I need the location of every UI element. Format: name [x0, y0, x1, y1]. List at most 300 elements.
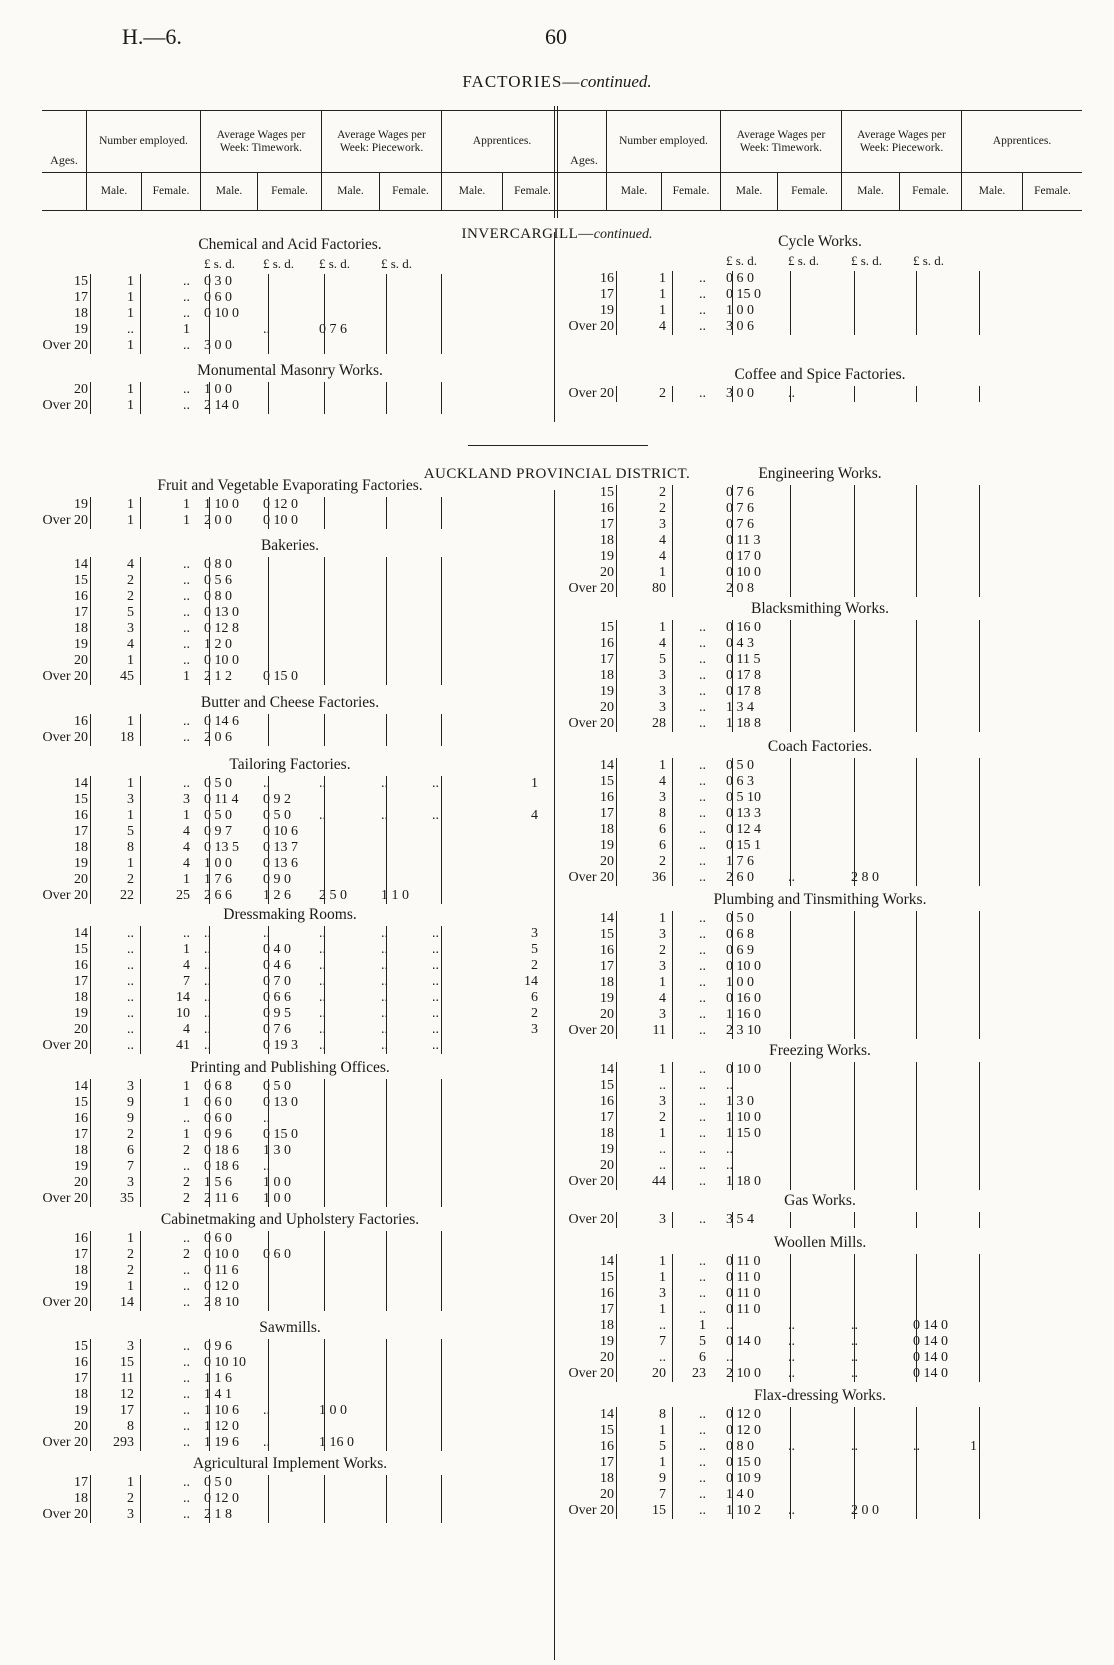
- female-count-cell: ..: [699, 975, 706, 990]
- female-count-cell: 1: [183, 322, 190, 337]
- age-cell: 15: [600, 1078, 614, 1093]
- section-title-sawmills: Sawmills.: [259, 1319, 321, 1336]
- table-row: [0, 684, 1114, 700]
- column-rule: [616, 1062, 617, 1190]
- age-cell: Over 20: [568, 581, 614, 596]
- timework-male-cell: 1 10 2: [726, 1503, 761, 1518]
- age-cell: 16: [600, 271, 614, 286]
- piecework-female-cell: 1 1 0: [381, 888, 409, 903]
- title-continued: continued.: [580, 72, 652, 91]
- column-rule: [672, 758, 673, 886]
- female-count-cell: ..: [183, 1295, 190, 1310]
- female-count-cell: ..: [699, 774, 706, 789]
- piecework-male-cell: 2 8 0: [851, 870, 879, 885]
- piecework-male-cell: ..: [851, 1350, 858, 1365]
- age-cell: 16: [600, 790, 614, 805]
- left-header-row-groups: [42, 110, 562, 172]
- age-cell: 16: [74, 1231, 88, 1246]
- timework-male-cell: 0 9 6: [204, 1339, 232, 1354]
- table-row: [0, 991, 1114, 1007]
- male-count-cell: 3: [127, 1079, 134, 1094]
- male-count-cell: 6: [127, 1143, 134, 1158]
- male-count-cell: ..: [127, 322, 134, 337]
- timework-male-cell: 0 13 5: [204, 840, 239, 855]
- column-rule: [732, 620, 733, 732]
- female-count-cell: ..: [699, 1487, 706, 1502]
- timework-male-cell: ..: [204, 990, 211, 1005]
- age-cell: 20: [74, 653, 88, 668]
- male-count-cell: ..: [127, 1022, 134, 1037]
- timework-female-cell: ..: [263, 1111, 270, 1126]
- age-cell: 19: [600, 1142, 614, 1157]
- age-cell: Over 20: [42, 1191, 88, 1206]
- female-count-cell: ..: [183, 557, 190, 572]
- female-count-cell: ..: [699, 959, 706, 974]
- timework-male-cell: 0 12 0: [726, 1407, 761, 1422]
- female-count-cell: 14: [176, 990, 190, 1005]
- female-count-cell: ..: [699, 1455, 706, 1470]
- male-count-cell: 1: [659, 1270, 666, 1285]
- timework-female-cell: ..: [788, 870, 795, 885]
- timework-male-cell: 0 15 0: [726, 1455, 761, 1470]
- age-cell: 20: [74, 382, 88, 397]
- column-rule: [790, 758, 791, 886]
- female-count-cell: ..: [183, 730, 190, 745]
- timework-male-cell: 3 0 0: [726, 386, 754, 401]
- timework-female-cell: ..: [263, 926, 270, 941]
- table-row: [0, 1174, 1114, 1190]
- section-title-freezing: Freezing Works.: [769, 1042, 871, 1059]
- piecework-female-cell: ..: [381, 942, 388, 957]
- timework-male-cell: 1 19 6: [204, 1435, 239, 1450]
- column-rule: [916, 1254, 917, 1382]
- male-count-cell: 1: [659, 975, 666, 990]
- age-cell: 18: [74, 840, 88, 855]
- table-row: [0, 1078, 1114, 1094]
- timework-male-cell: 0 11 0: [726, 1302, 761, 1317]
- timework-female-cell: 0 13 0: [263, 1095, 298, 1110]
- male-count-cell: ..: [127, 926, 134, 941]
- timework-female-cell: 0 15 0: [263, 669, 298, 684]
- timework-male-cell: 0 7 6: [726, 501, 754, 516]
- female-count-cell: ..: [699, 1270, 706, 1285]
- piecework-male-cell: ..: [319, 974, 326, 989]
- table-row: [0, 959, 1114, 975]
- timework-male-cell: 0 5 0: [204, 1475, 232, 1490]
- left-male-header: Male.: [86, 173, 141, 210]
- table-row: [0, 652, 1114, 668]
- female-count-cell: 41: [176, 1038, 190, 1053]
- female-count-cell: ..: [183, 605, 190, 620]
- column-rule: [616, 1254, 617, 1382]
- age-cell: 16: [74, 714, 88, 729]
- female-count-cell: 2: [183, 1143, 190, 1158]
- table-row: [0, 927, 1114, 943]
- age-cell: Over 20: [568, 1174, 614, 1189]
- column-rule: [854, 911, 855, 1039]
- male-count-cell: 1: [127, 382, 134, 397]
- male-count-cell: 2: [127, 573, 134, 588]
- male-count-cell: 5: [127, 824, 134, 839]
- female-count-cell: ..: [699, 822, 706, 837]
- currency-unit-label: £ s. d.: [263, 256, 295, 271]
- timework-male-cell: 0 5 0: [204, 776, 232, 791]
- column-rule: [790, 386, 791, 402]
- female-count-cell: ..: [183, 1339, 190, 1354]
- table-row: [0, 1423, 1114, 1439]
- timework-female-cell: 0 4 6: [263, 958, 291, 973]
- age-cell: 18: [74, 1491, 88, 1506]
- age-cell: 18: [74, 990, 88, 1005]
- timework-male-cell: 3 5 4: [726, 1212, 754, 1227]
- left-female-header: Female.: [141, 173, 200, 210]
- timework-male-cell: 0 6 0: [204, 290, 232, 305]
- male-count-cell: 1: [659, 1126, 666, 1141]
- column-rule: [916, 1062, 917, 1190]
- male-count-cell: 4: [659, 533, 666, 548]
- female-count-cell: ..: [699, 790, 706, 805]
- male-count-cell: 1: [659, 287, 666, 302]
- timework-male-cell: 1 10 0: [726, 1110, 761, 1125]
- table-row: [0, 1366, 1114, 1382]
- column-rule: [790, 271, 791, 335]
- column-rule: [616, 485, 617, 597]
- female-count-cell: 4: [183, 856, 190, 871]
- apprentice-female-cell: 14: [524, 974, 538, 989]
- left-header-row-sex: [42, 172, 562, 211]
- table-row: [0, 1212, 1114, 1228]
- piecework-male-cell: ..: [319, 990, 326, 1005]
- age-cell: 19: [74, 637, 88, 652]
- female-count-cell: ..: [183, 398, 190, 413]
- age-cell: 15: [74, 792, 88, 807]
- age-cell: 16: [600, 1286, 614, 1301]
- female-count-cell: 10: [176, 1006, 190, 1021]
- center-divider: [554, 106, 558, 218]
- table-row: [0, 1318, 1114, 1334]
- female-count-cell: ..: [699, 1142, 706, 1157]
- male-count-cell: 1: [127, 398, 134, 413]
- apprentice-male-cell: ..: [432, 942, 439, 957]
- age-cell: 19: [74, 1159, 88, 1174]
- female-count-cell: ..: [699, 319, 706, 334]
- apprentice-female-cell: 3: [531, 926, 538, 941]
- timework-male-cell: 0 18 6: [204, 1159, 239, 1174]
- timework-male-cell: 1 16 0: [726, 1007, 761, 1022]
- section-title-fruit: Fruit and Vegetable Evaporating Factories.: [157, 477, 423, 494]
- column-rule: [979, 271, 980, 335]
- male-count-cell: 3: [659, 668, 666, 683]
- female-count-cell: 4: [183, 958, 190, 973]
- timework-male-cell: 2 3 10: [726, 1023, 761, 1038]
- male-count-cell: 2: [659, 485, 666, 500]
- timework-male-cell: 0 6 0: [204, 1095, 232, 1110]
- male-count-cell: 80: [652, 581, 666, 596]
- female-count-cell: 6: [699, 1350, 706, 1365]
- timework-male-cell: 2 0 8: [726, 581, 754, 596]
- column-rule: [732, 758, 733, 886]
- table-row: [0, 1110, 1114, 1126]
- male-count-cell: 2: [127, 1491, 134, 1506]
- timework-male-cell: ..: [204, 1006, 211, 1021]
- column-header-right: [562, 106, 1082, 218]
- female-count-cell: ..: [699, 652, 706, 667]
- female-count-cell: ..: [699, 1023, 706, 1038]
- piecework-male-cell: ..: [319, 926, 326, 941]
- age-cell: Over 20: [42, 1507, 88, 1522]
- column-rule: [979, 620, 980, 732]
- female-count-cell: ..: [183, 382, 190, 397]
- male-count-cell: ..: [127, 990, 134, 1005]
- female-count-cell: ..: [699, 1423, 706, 1438]
- timework-female-cell: 0 10 0: [263, 513, 298, 528]
- age-cell: Over 20: [42, 1038, 88, 1053]
- age-cell: 15: [74, 1339, 88, 1354]
- female-count-cell: ..: [699, 716, 706, 731]
- male-count-cell: 2: [127, 1263, 134, 1278]
- male-count-cell: 7: [127, 1159, 134, 1174]
- male-count-cell: 1: [659, 620, 666, 635]
- female-count-cell: ..: [699, 758, 706, 773]
- female-count-cell: ..: [183, 1231, 190, 1246]
- right-female-header: Female.: [1022, 173, 1082, 210]
- male-count-cell: ..: [659, 1158, 666, 1173]
- column-rule: [672, 1212, 673, 1228]
- column-rule: [916, 271, 917, 335]
- timework-female-cell: ..: [788, 1503, 795, 1518]
- timework-male-cell: 2 6 0: [726, 870, 754, 885]
- female-count-cell: ..: [183, 714, 190, 729]
- age-cell: 17: [74, 974, 88, 989]
- female-count-cell: ..: [699, 870, 706, 885]
- timework-male-cell: 0 17 0: [726, 549, 761, 564]
- female-count-cell: ..: [183, 1111, 190, 1126]
- section-title-cycle: Cycle Works.: [778, 233, 862, 250]
- column-rule: [672, 1407, 673, 1519]
- female-count-cell: ..: [183, 306, 190, 321]
- piecework-female-cell: ..: [381, 974, 388, 989]
- table-row: [0, 1487, 1114, 1503]
- currency-unit-label: £ s. d.: [381, 256, 413, 271]
- column-rule: [916, 485, 917, 597]
- timework-male-cell: 1 3 0: [726, 1094, 754, 1109]
- table-row: [0, 517, 1114, 533]
- female-count-cell: 1: [183, 669, 190, 684]
- age-cell: 18: [600, 1126, 614, 1141]
- timework-male-cell: 0 5 6: [204, 573, 232, 588]
- timework-female-cell: ..: [788, 1318, 795, 1333]
- region-invercargill-name: INVERCARGILL—: [461, 226, 594, 242]
- age-cell: 14: [600, 1254, 614, 1269]
- male-count-cell: 3: [659, 700, 666, 715]
- female-count-cell: ..: [183, 1263, 190, 1278]
- timework-male-cell: 0 7 6: [726, 517, 754, 532]
- column-rule: [916, 386, 917, 402]
- page-number: 60: [545, 24, 567, 49]
- table-row: [0, 1334, 1114, 1350]
- timework-female-cell: 0 5 0: [263, 1079, 291, 1094]
- male-count-cell: 3: [659, 684, 666, 699]
- timework-male-cell: 2 10 0: [726, 1366, 761, 1381]
- female-count-cell: ..: [699, 806, 706, 821]
- female-count-cell: ..: [183, 1507, 190, 1522]
- female-count-cell: ..: [183, 653, 190, 668]
- timework-male-cell: 1 10 0: [204, 497, 239, 512]
- female-count-cell: 1: [699, 1318, 706, 1333]
- male-count-cell: 17: [120, 1403, 134, 1418]
- column-rule: [979, 1062, 980, 1190]
- right-apprentices-header: Apprentices.: [961, 111, 1082, 172]
- table-row: [0, 1302, 1114, 1318]
- male-count-cell: 22: [120, 888, 134, 903]
- age-cell: 18: [74, 1263, 88, 1278]
- age-cell: 19: [600, 838, 614, 853]
- male-count-cell: 36: [652, 870, 666, 885]
- male-count-cell: 1: [127, 1231, 134, 1246]
- male-count-cell: 1: [127, 513, 134, 528]
- age-cell: 17: [74, 824, 88, 839]
- age-cell: 15: [600, 927, 614, 942]
- table-row: [0, 758, 1114, 774]
- apprentice-female-cell: 6: [531, 990, 538, 1005]
- age-cell: 18: [600, 822, 614, 837]
- age-cell: 14: [74, 776, 88, 791]
- column-rule: [790, 1254, 791, 1382]
- timework-male-cell: 0 9 7: [204, 824, 232, 839]
- female-count-cell: 3: [183, 792, 190, 807]
- age-cell: 19: [74, 856, 88, 871]
- female-count-cell: ..: [699, 991, 706, 1006]
- male-count-cell: 14: [120, 1295, 134, 1310]
- female-count-cell: ..: [699, 838, 706, 853]
- table-row: [0, 319, 1114, 335]
- timework-male-cell: 0 18 6: [204, 1143, 239, 1158]
- age-cell: Over 20: [568, 1366, 614, 1381]
- section-title-tailoring: Tailoring Factories.: [229, 756, 351, 773]
- male-count-cell: 7: [659, 1334, 666, 1349]
- age-cell: Over 20: [568, 870, 614, 885]
- table-row: [0, 303, 1114, 319]
- column-rule: [732, 1254, 733, 1382]
- apprentice-male-cell: ..: [432, 1006, 439, 1021]
- timework-male-cell: 1 0 0: [204, 856, 232, 871]
- male-count-cell: 1: [127, 274, 134, 289]
- age-cell: 17: [600, 1455, 614, 1470]
- female-count-cell: ..: [699, 287, 706, 302]
- female-count-cell: ..: [183, 637, 190, 652]
- timework-female-cell: 0 7 6: [263, 1022, 291, 1037]
- male-count-cell: 1: [127, 497, 134, 512]
- female-count-cell: 1: [183, 1079, 190, 1094]
- age-cell: 19: [74, 1403, 88, 1418]
- table-row: [0, 287, 1114, 303]
- female-count-cell: 2: [183, 1247, 190, 1262]
- piecework-male-cell: 2 5 0: [319, 888, 347, 903]
- male-count-cell: 3: [127, 1507, 134, 1522]
- female-count-cell: ..: [699, 911, 706, 926]
- female-count-cell: ..: [183, 1371, 190, 1386]
- male-count-cell: ..: [659, 1318, 666, 1333]
- column-rule: [854, 1062, 855, 1190]
- left-number-employed-header: Number employed.: [86, 111, 200, 172]
- male-count-cell: 1: [659, 1254, 666, 1269]
- male-count-cell: ..: [127, 958, 134, 973]
- piecework-male-cell: 1 16 0: [319, 1435, 354, 1450]
- column-rule: [672, 1254, 673, 1382]
- left-male-header: Male.: [321, 173, 379, 210]
- male-count-cell: 2: [127, 1247, 134, 1262]
- column-rule: [732, 1212, 733, 1228]
- female-count-cell: ..: [699, 1286, 706, 1301]
- right-male-header: Male.: [841, 173, 899, 210]
- timework-male-cell: 2 6 6: [204, 888, 232, 903]
- male-count-cell: 1: [659, 565, 666, 580]
- table-row: [0, 1471, 1114, 1487]
- column-rule: [616, 1212, 617, 1228]
- left-female-header: Female.: [502, 173, 562, 210]
- timework-male-cell: 0 8 0: [726, 1439, 754, 1454]
- age-cell: 14: [600, 758, 614, 773]
- male-count-cell: 1: [127, 808, 134, 823]
- table-row: [0, 1126, 1114, 1142]
- column-rule: [979, 911, 980, 1039]
- age-cell: 20: [74, 872, 88, 887]
- male-count-cell: 1: [659, 758, 666, 773]
- left-ages-header: Ages.: [50, 153, 78, 167]
- timework-male-cell: 2 11 6: [204, 1191, 239, 1206]
- male-count-cell: 3: [659, 1007, 666, 1022]
- region-auckland: AUCKLAND PROVINCIAL DISTRICT.: [423, 466, 691, 482]
- male-count-cell: 4: [127, 637, 134, 652]
- timework-male-cell: 2 8 10: [204, 1295, 239, 1310]
- table-row: [0, 822, 1114, 838]
- female-count-cell: 1: [183, 872, 190, 887]
- piecework-male-cell: ..: [851, 1366, 858, 1381]
- timework-female-cell: 0 19 3: [263, 1038, 298, 1053]
- right-male-header: Male.: [720, 173, 777, 210]
- piecework-female-cell: ..: [381, 1038, 388, 1053]
- right-female-header: Female.: [777, 173, 841, 210]
- age-cell: 16: [74, 1111, 88, 1126]
- timework-male-cell: 0 14 6: [204, 714, 239, 729]
- male-count-cell: 4: [659, 549, 666, 564]
- age-cell: Over 20: [42, 398, 88, 413]
- age-cell: 16: [600, 501, 614, 516]
- age-cell: 19: [600, 303, 614, 318]
- title-main: FACTORIES—: [462, 72, 581, 91]
- age-cell: 17: [600, 1110, 614, 1125]
- male-count-cell: 1: [127, 290, 134, 305]
- table-row: [0, 1503, 1114, 1519]
- age-cell: 20: [74, 1175, 88, 1190]
- section-title-masonry: Monumental Masonry Works.: [197, 362, 383, 379]
- piecework-female-cell: ..: [381, 776, 388, 791]
- age-cell: 16: [74, 589, 88, 604]
- female-count-cell: ..: [183, 621, 190, 636]
- timework-male-cell: 1 2 0: [204, 637, 232, 652]
- table-row: [0, 338, 1114, 354]
- age-cell: 17: [600, 517, 614, 532]
- column-rule: [616, 758, 617, 886]
- column-rule: [854, 271, 855, 335]
- female-count-cell: ..: [699, 1078, 706, 1093]
- female-count-cell: ..: [699, 1062, 706, 1077]
- male-count-cell: 1: [127, 856, 134, 871]
- timework-male-cell: ..: [726, 1350, 733, 1365]
- column-rule: [672, 386, 673, 402]
- timework-male-cell: 0 9 6: [204, 1127, 232, 1142]
- age-cell: Over 20: [42, 669, 88, 684]
